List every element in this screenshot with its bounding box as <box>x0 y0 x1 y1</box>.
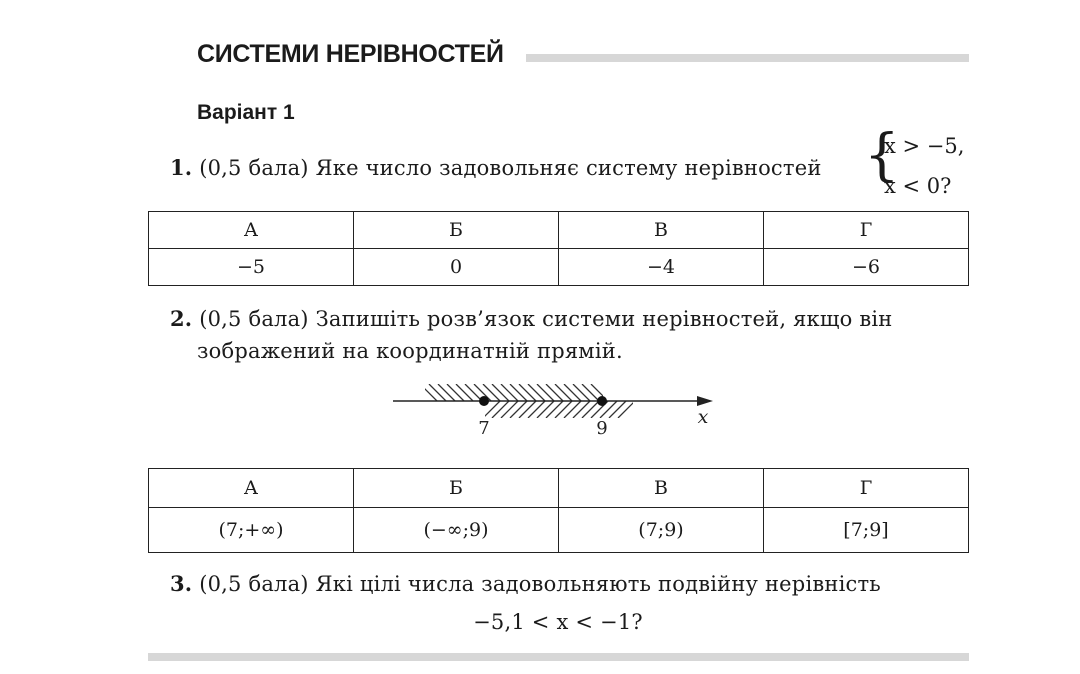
answer-value-g: [7;9] <box>764 508 969 553</box>
task3-question <box>170 568 881 600</box>
answer-header-b: Б <box>354 469 559 508</box>
table-row <box>149 212 969 249</box>
task3-text: Які цілі числа задовольняють подвійну нерівність <box>315 572 881 596</box>
upper-hatching <box>420 384 608 401</box>
task3-number: 3. <box>170 571 193 596</box>
answer-value-v: −4 <box>559 249 764 286</box>
system-brace: { <box>864 123 900 188</box>
task2-question <box>170 303 970 367</box>
axis-label: x <box>697 406 709 428</box>
answer-header-g: Г <box>764 212 969 249</box>
point-right-label: 9 <box>596 418 608 439</box>
task2-number: 2. <box>170 306 193 331</box>
point-left-label: 7 <box>478 418 490 439</box>
lower-hatching <box>483 401 635 418</box>
variant-label: Варіант 1 <box>197 101 295 124</box>
task2-line1 <box>170 303 970 335</box>
answer-header-v: В <box>559 469 764 508</box>
point-left <box>479 396 489 406</box>
answer-value-a: −5 <box>149 249 354 286</box>
answer-header-a: А <box>149 469 354 508</box>
answer-header-b: Б <box>354 212 559 249</box>
point-right <box>597 396 607 406</box>
system-line-2: x < 0? <box>884 174 952 198</box>
task3-inequality: −5,1 < x < −1? <box>473 610 643 634</box>
task3-points: (0,5 бала) <box>199 572 309 596</box>
header-rule <box>526 54 969 62</box>
task1-text: Яке число задовольняє систему нерівностей <box>315 156 822 180</box>
footer-rule <box>148 653 969 661</box>
task1-points: (0,5 бала) <box>199 156 309 180</box>
system-line-1: x > −5, <box>884 134 965 158</box>
answer-value-a: (7;+∞) <box>149 508 354 553</box>
task2-text: Запишіть розв’язок системи нерівностей, якщо він <box>315 307 893 331</box>
page-title: СИСТЕМИ НЕРІВНОСТЕЙ <box>197 40 504 68</box>
table-row <box>149 508 969 553</box>
answer-value-b: (−∞;9) <box>354 508 559 553</box>
table-row <box>149 249 969 286</box>
task1-number: 1. <box>170 155 193 180</box>
task2-answer-table <box>148 468 969 553</box>
table-row <box>149 469 969 508</box>
answer-value-g: −6 <box>764 249 969 286</box>
axis-arrow <box>697 396 713 406</box>
task2-points: (0,5 бала) <box>199 307 309 331</box>
task2-line2: зображений на координатній прямій. <box>197 339 623 363</box>
task1-question <box>170 152 822 184</box>
task1-answer-table <box>148 211 969 286</box>
number-line <box>385 376 730 444</box>
answer-value-b: 0 <box>354 249 559 286</box>
answer-value-v: (7;9) <box>559 508 764 553</box>
answer-header-v: В <box>559 212 764 249</box>
answer-header-g: Г <box>764 469 969 508</box>
answer-header-a: А <box>149 212 354 249</box>
